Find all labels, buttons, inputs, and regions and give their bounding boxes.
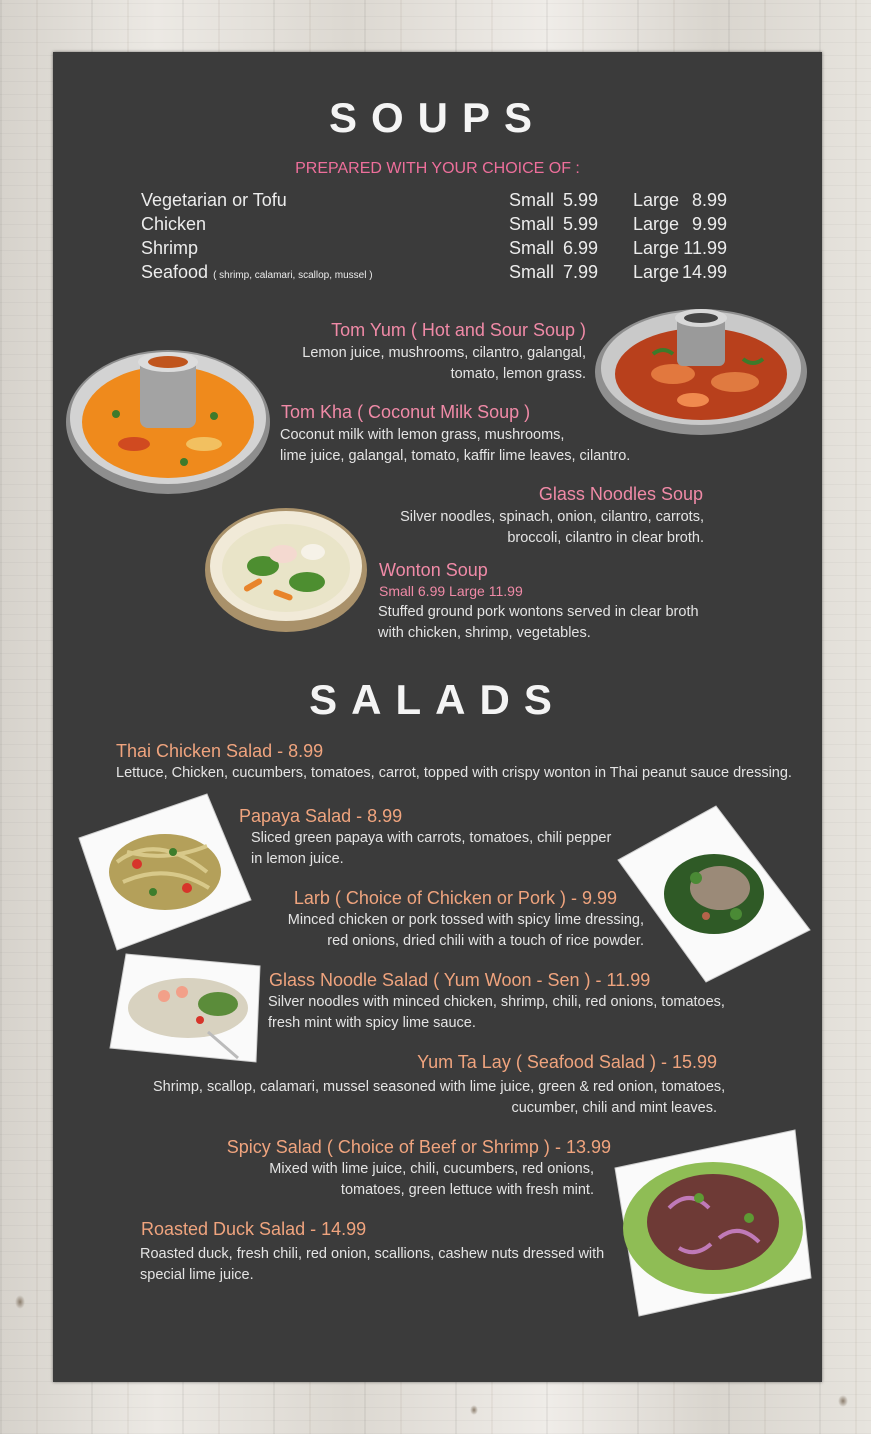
salad-price: - 11.99: [595, 970, 651, 990]
roasted-duck-salad-desc: [140, 1244, 604, 1286]
desc-line: Sliced green papaya with carrots, tomatoes, chili pepper: [251, 830, 612, 846]
desc-line: Silver noodles with minced chicken, shrimp, chili, red onions, tomatoes,: [268, 994, 725, 1010]
glass-noodles-soup-desc: [353, 507, 704, 549]
large-price: 8.99: [691, 190, 727, 210]
desc-line: Silver noodles, spinach, onion, cilantro, carrots,: [400, 509, 704, 525]
large-label: Large: [633, 238, 680, 258]
desc-line: Minced chicken or pork tossed with spicy lime dressing,: [287, 912, 644, 928]
wood-knot: [15, 1295, 25, 1309]
larb-desc: [253, 910, 644, 952]
salad-sub: ( Yum Woon - Sen ): [433, 970, 591, 990]
desc-line: cucumber, chili and mint leaves.: [511, 1100, 717, 1116]
wonton-soup-photo: [203, 506, 369, 634]
menu-panel: [53, 52, 822, 1382]
spicy-salad-desc: [203, 1159, 594, 1201]
desc-line: Roasted duck, fresh chili, red onion, scallions, cashew nuts dressed with: [140, 1246, 605, 1262]
small-price: 6.99: [563, 238, 599, 258]
larb-photo: [616, 804, 812, 984]
glass-noodle-salad-desc: [268, 992, 725, 1034]
salad-name: Glass Noodle Salad: [269, 970, 429, 990]
dish-subname: ( Coconut Milk Soup ): [357, 402, 531, 422]
tom-kha-desc: [280, 425, 630, 467]
tom-kha-title: [281, 402, 530, 423]
small-label: Small: [509, 214, 555, 234]
small-label: Small: [509, 262, 555, 282]
price-row: [53, 190, 822, 214]
desc-line: in lemon juice.: [251, 851, 344, 867]
wood-knot: [470, 1405, 478, 1415]
glass-noodles-soup-title: Glass Noodles Soup: [538, 484, 703, 504]
desc-line: special lime juice.: [140, 1267, 254, 1283]
yum-ta-lay-desc: [153, 1077, 726, 1119]
large-label: Large: [633, 190, 680, 210]
desc-line: tomato, lemon grass.: [450, 366, 586, 382]
desc-line: Coconut milk with lemon grass, mushrooms,: [280, 427, 565, 443]
yum-ta-lay-title: [253, 1052, 717, 1073]
salad-price: - 13.99: [554, 1137, 611, 1157]
desc-line: red onions, dried chili with a touch of rice powder.: [327, 933, 644, 949]
salad-sub: ( Choice of Beef or Shrimp ): [326, 1137, 550, 1157]
price-row: [53, 238, 822, 262]
desc-line: tomatoes, green lettuce with fresh mint.: [340, 1182, 594, 1198]
glass-noodle-salad-title: [269, 970, 650, 991]
salad-price: - 15.99: [660, 1052, 717, 1072]
desc-line: with chicken, shrimp, vegetables.: [378, 625, 591, 641]
small-price: 5.99: [563, 214, 599, 234]
soups-title: SOUPS: [328, 94, 547, 141]
desc-line: Mixed with lime juice, chili, cucumbers, red onions,: [269, 1161, 594, 1177]
salad-sub: ( Seafood Salad ): [515, 1052, 656, 1072]
small-price: 5.99: [563, 190, 599, 210]
desc-line: fresh mint with spicy lime sauce.: [268, 1015, 476, 1031]
glass-noodle-salad-photo: [108, 952, 262, 1064]
larb-title: [253, 888, 617, 909]
small-price: 7.99: [563, 262, 599, 282]
salad-name: Yum Ta Lay: [417, 1052, 511, 1072]
tom-yum-desc: [253, 343, 586, 385]
wood-knot: [838, 1395, 848, 1407]
desc-line: broccoli, cilantro in clear broth.: [507, 530, 704, 546]
wonton-soup-prices: Small 6.99 Large 11.99: [379, 583, 523, 599]
seafood-note: ( shrimp, calamari, scallop, mussel ): [213, 270, 373, 281]
salads-title: SALADS: [309, 676, 566, 723]
tom-yum-photo: [593, 304, 809, 438]
large-price: 11.99: [683, 238, 727, 258]
roasted-duck-salad-title: Roasted Duck Salad - 14.99: [141, 1219, 367, 1239]
papaya-salad-title: Papaya Salad - 8.99: [239, 806, 403, 826]
wonton-soup-desc: [378, 602, 699, 644]
price-row-item: Chicken: [141, 214, 207, 234]
price-row-item: Vegetarian or Tofu: [141, 190, 287, 210]
wonton-soup-title: Wonton Soup: [379, 560, 488, 580]
dish-subname: ( Hot and Sour Soup ): [410, 320, 586, 340]
desc-line: Shrimp, scallop, calamari, mussel seasoned with lime juice, green & red onion, tomatoes,: [153, 1079, 726, 1095]
thai-chicken-salad-title: Thai Chicken Salad - 8.99: [116, 741, 324, 761]
choice-header: PREPARED WITH YOUR CHOICE OF :: [295, 160, 580, 177]
large-label: Large: [633, 214, 680, 234]
large-price: 9.99: [691, 214, 727, 234]
small-label: Small: [509, 190, 555, 210]
papaya-salad-desc: [251, 828, 611, 870]
price-row: [53, 214, 822, 238]
salad-name: Larb: [293, 888, 330, 908]
thai-chicken-salad-desc: Lettuce, Chicken, cucumbers, tomatoes, carrot, topped with crispy wonton in Thai peanut sauce dressing.: [116, 765, 792, 781]
tom-kha-photo: [64, 344, 272, 494]
large-label: Large: [633, 262, 680, 282]
spicy-salad-photo: [609, 1128, 813, 1318]
desc-line: Stuffed ground pork wontons served in clear broth: [378, 604, 699, 620]
salad-name: Spicy Salad: [226, 1137, 322, 1157]
large-price: 14.99: [681, 262, 727, 282]
desc-line: lime juice, galangal, tomato, kaffir lime leaves, cilantro.: [280, 448, 631, 464]
salad-sub: ( Choice of Chicken or Pork ): [334, 888, 566, 908]
desc-line: Lemon juice, mushrooms, cilantro, galangal,: [302, 345, 586, 361]
papaya-salad-photo: [77, 792, 253, 952]
spicy-salad-title: [203, 1137, 611, 1158]
small-label: Small: [509, 238, 555, 258]
dish-name: Tom Kha: [281, 402, 353, 422]
tom-yum-title: [303, 320, 586, 341]
price-row: [53, 262, 822, 286]
dish-name: Tom Yum: [331, 320, 406, 340]
price-row-item: Shrimp: [141, 238, 199, 258]
price-row-item: [141, 262, 373, 283]
salad-price: - 9.99: [570, 888, 617, 908]
seafood-label: Seafood: [141, 262, 209, 282]
